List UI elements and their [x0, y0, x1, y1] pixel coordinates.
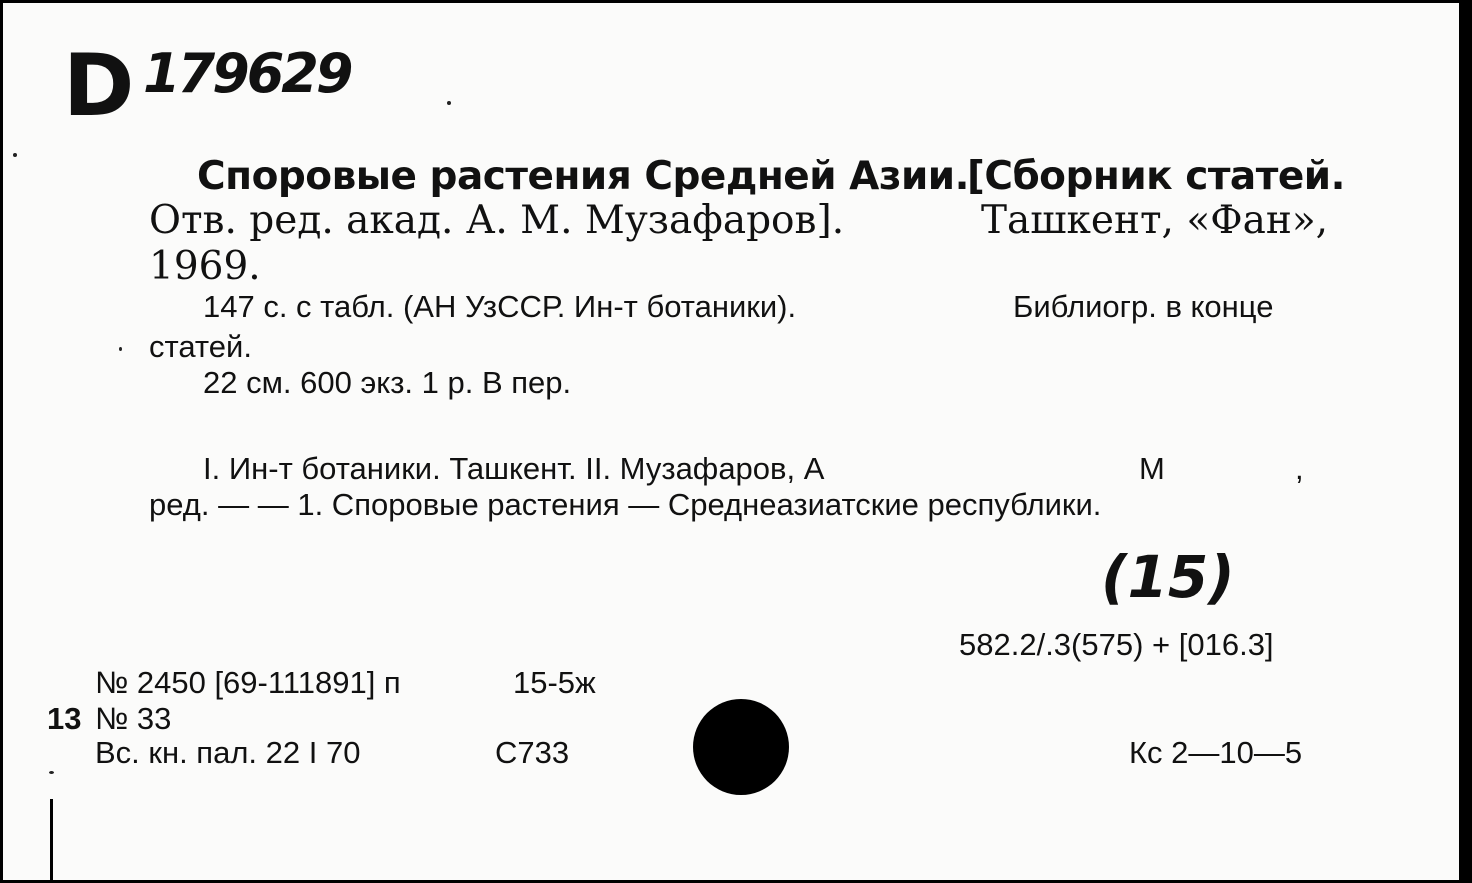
registration-number: № 2450 [69-111891] п	[95, 665, 401, 700]
card-set-code: Кс 2—10—5	[1129, 735, 1303, 770]
tracings-line-1: I. Ин-т ботаники. Ташкент. II. Музафаров, А	[203, 451, 825, 486]
publication-year: 1969.	[149, 244, 261, 289]
tracings-comma: ,	[1295, 451, 1304, 486]
size-copies-price: 22 см. 600 экз. 1 р. В пер.	[203, 365, 572, 400]
tracings-initial: М	[1139, 451, 1165, 486]
udc-classification: 582.2/.3(575) + [016.3]	[959, 627, 1274, 662]
handwritten-mark: (15)	[1101, 543, 1235, 611]
speck	[49, 771, 54, 774]
card-code-number: 179629	[143, 42, 351, 105]
physical-description: 147 с. с табл. (АН УзССР. Ин-т ботаники).	[203, 289, 797, 324]
bibliography-note: Библиогр. в конце	[1013, 289, 1274, 324]
order-number: № 33	[95, 701, 172, 736]
card-sequence-number: 13	[47, 701, 82, 736]
editor-line: Отв. ред. акад. А. М. Музафаров].	[149, 198, 845, 243]
card-code-letter: D	[63, 36, 133, 136]
catalog-card	[3, 3, 1465, 880]
margin-mark	[50, 799, 53, 880]
book-title: Споровые растения Средней Азии.	[197, 154, 969, 199]
chamber-record: Вс. кн. пал. 22 I 70	[95, 735, 361, 770]
tracings-line-2: ред. — — 1. Споровые растения — Среднеазиатские республики.	[149, 487, 1102, 522]
publisher-line: Ташкент, «Фан»,	[981, 198, 1329, 243]
punch-hole	[693, 699, 789, 795]
chamber-code: С733	[495, 735, 570, 770]
speck	[13, 153, 17, 157]
registration-code: 15-5ж	[513, 665, 596, 700]
book-title-rest: [Сборник статей.	[967, 154, 1345, 199]
speck	[119, 347, 122, 351]
speck	[447, 101, 451, 105]
bibliography-note-cont: статей.	[149, 329, 252, 364]
